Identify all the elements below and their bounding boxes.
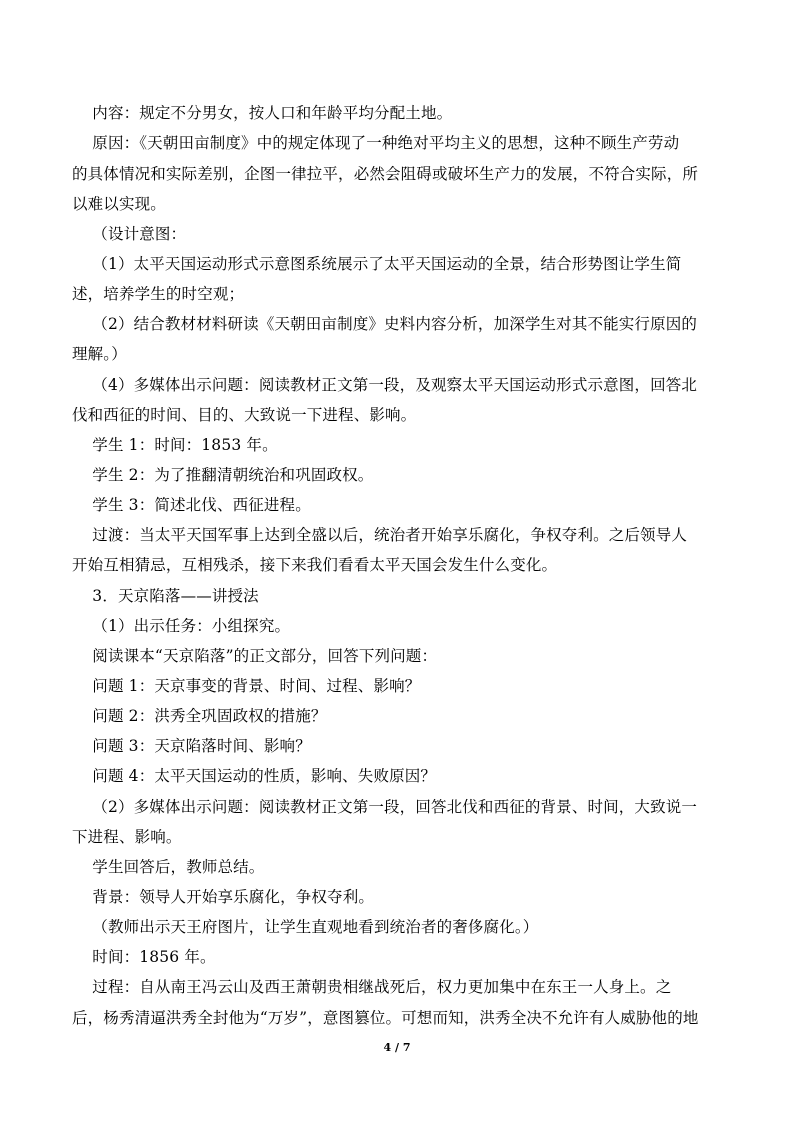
text-line: 过渡：当太平天国军事上达到全盛以后，统治者开始享乐腐化，争权夺利。之后领导人 (72, 526, 688, 544)
text-line: 下进程、影响。 (72, 828, 182, 846)
text-line: 伐和西征的时间、目的、大致说一下进程、影响。 (72, 406, 417, 424)
question-item: 问题 1：天京事变的背景、时间、过程、影响？ (72, 677, 421, 695)
section-heading: 3．天京陷落——讲授法 (72, 587, 259, 605)
text-line: 时间：1856 年。 (72, 948, 216, 966)
text-line: 背景：领导人开始享乐腐化，争权夺利。 (72, 888, 375, 906)
text-line: （设计意图： (72, 225, 187, 243)
text-line: 学生 1：时间：1853 年。 (72, 436, 278, 454)
text-line: 学生 3：简述北伐、西征进程。 (72, 496, 311, 514)
text-line: （2）多媒体出示问题：阅读教材正文第一段，回答北伐和西征的背景、时间，大致说一 (72, 798, 698, 816)
question-item: 问题 3：天京陷落时间、影响？ (72, 737, 311, 755)
question-item: 问题 2：洪秀全巩固政权的措施？ (72, 707, 327, 725)
text-line: 过程：自从南王冯云山及西王萧朝贵相继战死后，权力更加集中在东王一人身上。之 (72, 978, 672, 996)
text-line: 开始互相猜忌，互相残杀，接下来我们看看太平天国会发生什么变化。 (72, 556, 558, 574)
text-line: 的具体情况和实际差别，企图一律拉平，必然会阻碍或破坏生产力的发展，不符合实际，所 (72, 165, 699, 183)
text-line: （教师出示天王府图片，让学生直观地看到统治者的奢侈腐化。） (72, 918, 539, 936)
text-line: 理解。） (72, 345, 127, 363)
text-line: 学生 2：为了推翻清朝统治和巩固政权。 (72, 466, 374, 484)
text-line: （1）太平天国运动形式示意图系统展示了太平天国运动的全景，结合形势图让学生简 (72, 255, 682, 273)
text-line: 以难以实现。 (72, 195, 166, 213)
text-line: （2）结合教材材料研读《天朝田亩制度》史料内容分析，加深学生对其不能实行原因的 (72, 315, 698, 333)
text-line: 阅读课本“天京陷落”的正文部分，回答下列问题： (72, 647, 438, 665)
text-line: 内容：规定不分男女，按人口和年龄平均分配土地。 (72, 104, 453, 122)
text-line: 原因：《天朝田亩制度》中的规定体现了一种绝对平均主义的思想，这种不顾生产劳动 (72, 134, 680, 152)
text-line: 后，杨秀清逼洪秀全封他为“万岁”，意图篡位。可想而知，洪秀全决不允许有人威胁他的地 (72, 1009, 699, 1027)
text-line: 述，培养学生的时空观； (72, 285, 245, 303)
text-line: （4）多媒体出示问题：阅读教材正文第一段，及观察太平天国运动形式示意图，回答北 (72, 376, 698, 394)
question-item: 问题 4：太平天国运动的性质，影响、失败原因？ (72, 767, 437, 785)
page-number: 4 / 7 (383, 1041, 411, 1054)
text-line: 学生回答后，教师总结。 (72, 858, 265, 876)
text-line: （1）出示任务：小组探究。 (72, 617, 291, 635)
